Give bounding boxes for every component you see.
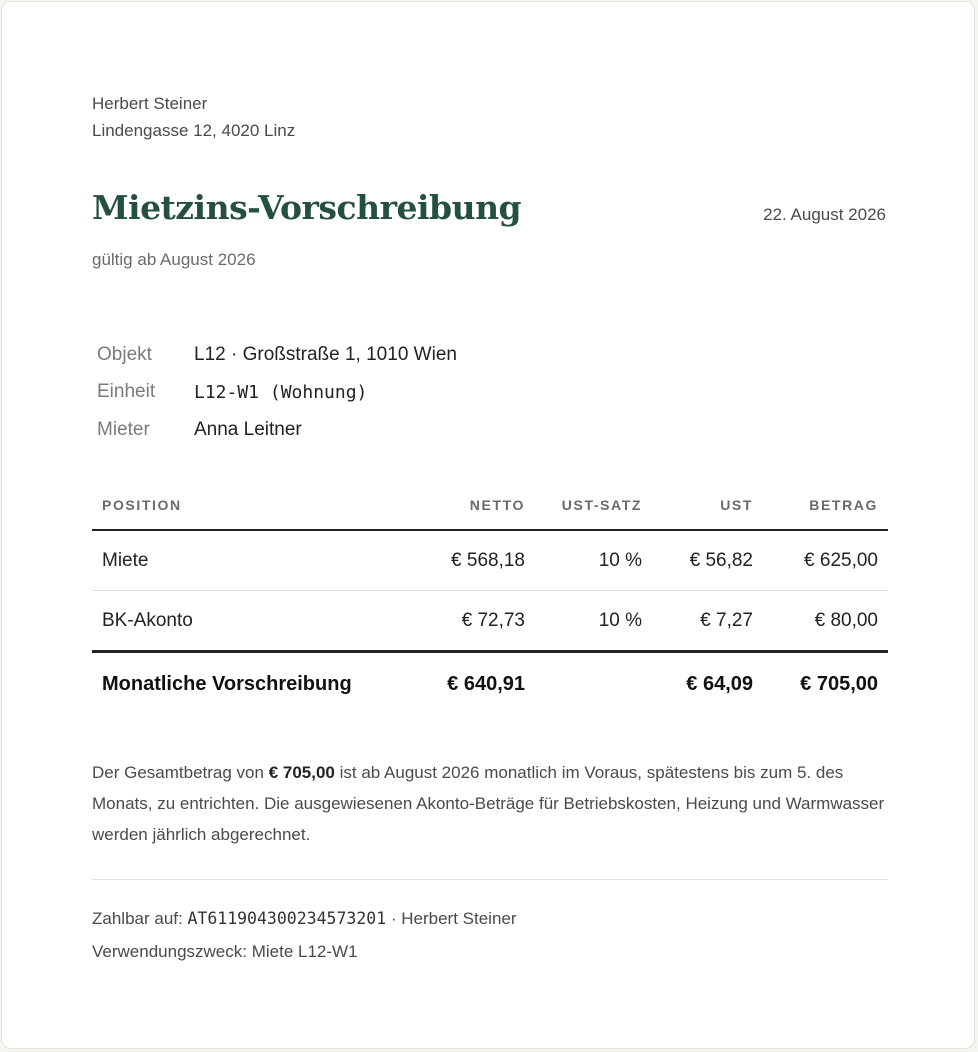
meta-row-objekt (97, 336, 457, 374)
cell-ust: € 56,82 (652, 530, 763, 591)
cell-ust-satz: 10 % (535, 591, 652, 652)
note-text-after: ist ab August 2026 monatlich im Voraus, spätestens bis zum 5. des Monats, zu entrichten. Die ausgewiesenen Akonto-Beträge für Betriebskosten, Heizung und Warmwasser werden jährlich abgerechnet. (92, 763, 885, 844)
meta-label: Objekt (97, 343, 152, 365)
reference-label: Verwendungszweck: (92, 942, 252, 961)
meta-table (97, 336, 457, 449)
header-netto: NETTO (408, 480, 535, 530)
divider (92, 879, 888, 880)
payment-note (92, 757, 892, 850)
pay-label: Zahlbar auf: (92, 909, 188, 928)
iban: AT611904300234573201 (187, 909, 387, 928)
meta-label: Einheit (97, 381, 156, 403)
header-ust-satz: UST-SATZ (535, 480, 652, 530)
meta-row-mieter (97, 411, 457, 449)
landlord-name: Herbert Steiner (92, 94, 208, 113)
header-betrag: BETRAG (763, 480, 888, 530)
cell-position: BK-Akonto (92, 591, 408, 652)
note-text-before: Der Gesamtbetrag von (92, 763, 269, 782)
document-title: Mietzins-Vorschreibung (92, 188, 522, 227)
table-row (92, 530, 888, 591)
landlord-address: Lindengasse 12, 4020 Linz (92, 121, 296, 140)
meta-value: L12 · Großstraße 1, 1010 Wien (194, 343, 457, 365)
table-row (92, 591, 888, 652)
payment-info (92, 902, 517, 968)
valid-from: gültig ab August 2026 (92, 250, 256, 269)
total-row (92, 652, 888, 716)
cell-betrag: € 80,00 (763, 591, 888, 652)
landlord-block (92, 90, 295, 144)
total-ust: € 64,09 (686, 672, 753, 695)
payment-reference-line (92, 935, 517, 968)
reference-value: Miete L12-W1 (251, 942, 358, 961)
cell-ust: € 7,27 (652, 591, 763, 652)
document-sheet (1, 1, 975, 1049)
total-betrag: € 705,00 (800, 672, 878, 695)
cell-netto: € 72,73 (408, 591, 535, 652)
total-label: Monatliche Vorschreibung (102, 672, 352, 695)
total-netto: € 640,91 (447, 672, 525, 695)
meta-value: L12-W1 (Wohnung) (194, 381, 368, 403)
cell-netto: € 568,18 (408, 530, 535, 591)
pay-suffix: · Herbert Steiner (386, 909, 517, 928)
cell-position: Miete (92, 530, 408, 591)
total-ust-satz (535, 652, 652, 716)
document-date: 22. August 2026 (763, 205, 886, 224)
note-amount: € 705,00 (268, 763, 335, 782)
cell-ust-satz: 10 % (535, 530, 652, 591)
cell-betrag: € 625,00 (763, 530, 888, 591)
header-ust: UST (652, 480, 763, 530)
table-header-row (92, 480, 888, 530)
header-position: POSITION (92, 480, 408, 530)
meta-value: Anna Leitner (194, 418, 302, 440)
meta-label: Mieter (97, 418, 150, 440)
line-items-table (92, 480, 888, 715)
payment-account-line (92, 902, 517, 935)
meta-row-einheit (97, 374, 457, 412)
